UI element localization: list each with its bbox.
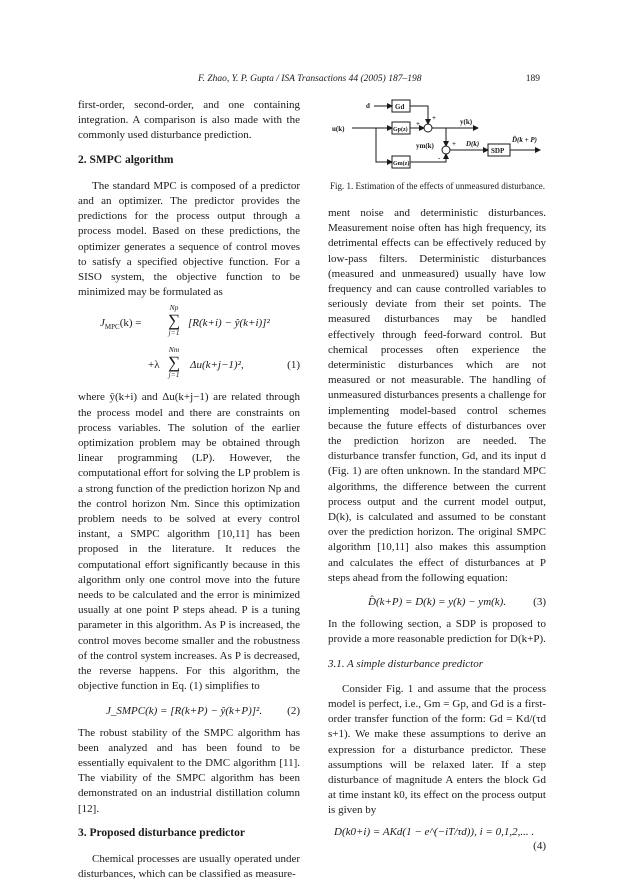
left-column xyxy=(78,98,300,882)
consider-paragraph: Consider Fig. 1 and assume that the process model is perfect, i.e., Gm = Gp, and Gd is a first-order transfer function of the form: Gd = Kd/(τd s+1). We make these assumptions to derive an expression for a disturbance predictor. These assumptions will be relaxed later. If a step disturbance of magnitude A enters the block Gd at time instant k0, its effect on the process output is given by xyxy=(328,682,546,817)
eq1a-rhs: [R(k+i) − ŷ(k+i)]² xyxy=(188,317,270,330)
eq2-number: (2) xyxy=(287,704,300,717)
right-column xyxy=(328,98,546,853)
chem-paragraph: Chemical processes are usually operated under disturbances, which can be classified as measure- xyxy=(78,852,300,881)
equation-2 xyxy=(78,700,300,722)
eq1-number: (1) xyxy=(287,359,300,372)
eq3-number: (3) xyxy=(533,596,546,609)
following-paragraph: In the following section, a SDP is proposed to provide a more reasonable prediction for D(k+P). xyxy=(328,618,546,646)
page-number: 189 xyxy=(525,74,540,84)
intro-paragraph: first-order, second-order, and one containing integration. A comparison is also made with the commonly used disturbance prediction. xyxy=(78,99,300,142)
eq1b-lead: +λ xyxy=(148,359,160,372)
robust-paragraph: The robust stability of the SMPC algorithm has been analyzed and has been found to be essentially equivalent to the DMC algorithm [11]. The viability of the SMPC algorithm has been demonstrated on an industrial distillation column [12]. xyxy=(78,726,300,815)
arrow-u-gm xyxy=(376,128,392,162)
eq1-sub: MPC xyxy=(104,323,120,332)
subsection-3-1-heading: 3.1. A simple disturbance predictor xyxy=(328,658,484,671)
figure-1-caption: Fig. 1. Estimation of the effects of unmeasured disturbance. xyxy=(330,181,546,191)
where-paragraph: where ŷ(k+i) and Δu(k+j−1) are related through the process model and there are constraints on process variables. The solution of the earlier optimization problem may be obtained through linear programming (LP). However, the computational effort for solving the LP problem is a strong function of the prediction horizon Np and the control horizon Nm. Since this optimization problem needs to be solved at every control instant, a SMPC algorithm [10,11] has been proposed in the literature. It reduces the computational effort significantly because in this algorithm only one control move into the future needs to be calculated and the error is minimized usually at one point P steps ahead. P is a tuning parameter in this algorithm. As P is increased, the control moves become smaller and the robustness of the control system increases. As P is decreased, the reverse happens. For this algorithm, the objective function in Eq. (1) simplifies to xyxy=(78,391,300,693)
eq1-sum-top: Np xyxy=(169,303,179,313)
eq1b-sum-top: Nm xyxy=(168,345,180,355)
label-gd: Gd xyxy=(395,103,405,111)
label-sdp: SDP xyxy=(491,147,505,155)
equation-3 xyxy=(328,591,546,613)
eq1-sum-2: Nm ∑ j=1 xyxy=(164,346,184,379)
sum-junction-2 xyxy=(442,146,450,154)
sum-junction-1 xyxy=(424,124,432,132)
label-yk: y(k) xyxy=(460,118,473,126)
label-gm: Gm(z) xyxy=(393,161,410,167)
arrow-gm-sum2 xyxy=(410,154,446,162)
label-Dk: D(k) xyxy=(466,140,480,148)
page-header xyxy=(78,74,540,90)
noise-paragraph: ment noise and deterministic disturbances. Measurement noise often has high frequency, its detrimental effects can be effectively reduced by low-pass filters. Deterministic disturbances (measured and unmeasured) usually have low frequency and can cause controlled variables to seriously deviate from their set points. The measured disturbances may be handled effectively through feed-forward control. But chemical processes often experience the deterministic disturbances which are not measured or not measurable. The handling of unmeasured disturbances presents a challenge for implementing model-based control schemes because the future effects of disturbances over the prediction horizon are needed. The disturbance transfer function, Gd, and its input d (Fig. 1) are often unknown. In the standard MPC algorithms, the difference between the current process output and the current model output, D(k), is calculated and assumed to be constant over the prediction horizon. The original SMPC algorithm [10,11] also makes this assumption and calculates the effect of disturbances at P steps ahead from the following equation: xyxy=(328,207,546,584)
label-d: d xyxy=(366,102,370,110)
equation-1b xyxy=(78,344,300,386)
equation-1a xyxy=(78,304,300,344)
label-plus-3: + xyxy=(452,140,456,148)
block-diagram-svg xyxy=(328,98,546,176)
label-minus: - xyxy=(438,154,441,162)
eq1-arg: (k) = xyxy=(119,317,142,330)
eq1-J: J xyxy=(100,317,105,330)
label-plus-2: + xyxy=(416,120,420,128)
section-2-heading: 2. SMPC algorithm xyxy=(78,153,174,166)
eq1-sum-bottom: j=1 xyxy=(168,328,180,338)
eq4-number: (4) xyxy=(533,839,546,852)
eq3-body: D̂(k+P) = D(k) = y(k) − ym(k). xyxy=(368,596,507,609)
smpc-paragraph: The standard MPC is composed of a predictor and an optimizer. The predictor provides the predictions for the process output through a process model. Based on these predictions, the optimizer generates a sequence of control moves to satisfy a specified objective function. For a SISO system, the objective function to be minimized may be formulated as xyxy=(78,179,300,299)
label-uk: u(k) xyxy=(332,125,345,133)
eq1b-rhs: Δu(k+j−1)², xyxy=(190,359,244,372)
label-gp: Gp(z) xyxy=(393,127,408,133)
label-Dhat: D̂(k + P) xyxy=(512,136,537,144)
eq1b-sum-bottom: j=1 xyxy=(168,370,180,380)
label-ym: ym(k) xyxy=(416,142,434,150)
label-plus-1: + xyxy=(432,114,436,122)
eq1-sum-1: Np ∑ j=1 xyxy=(164,304,184,337)
running-title: F. Zhao, Y. P. Gupta / ISA Transactions 44 (2005) 187–198 xyxy=(198,74,422,84)
eq2-body: J_SMPC(k) = [R(k+P) − ŷ(k+P)]². xyxy=(106,704,263,717)
equation-4 xyxy=(328,823,546,853)
eq4-body: D(k0+i) = AKd(1 − e^(−iT/τd)), i = 0,1,2,... . xyxy=(334,825,535,838)
section-3-heading: 3. Proposed disturbance predictor xyxy=(78,826,245,839)
figure-1-block-diagram xyxy=(328,98,546,176)
